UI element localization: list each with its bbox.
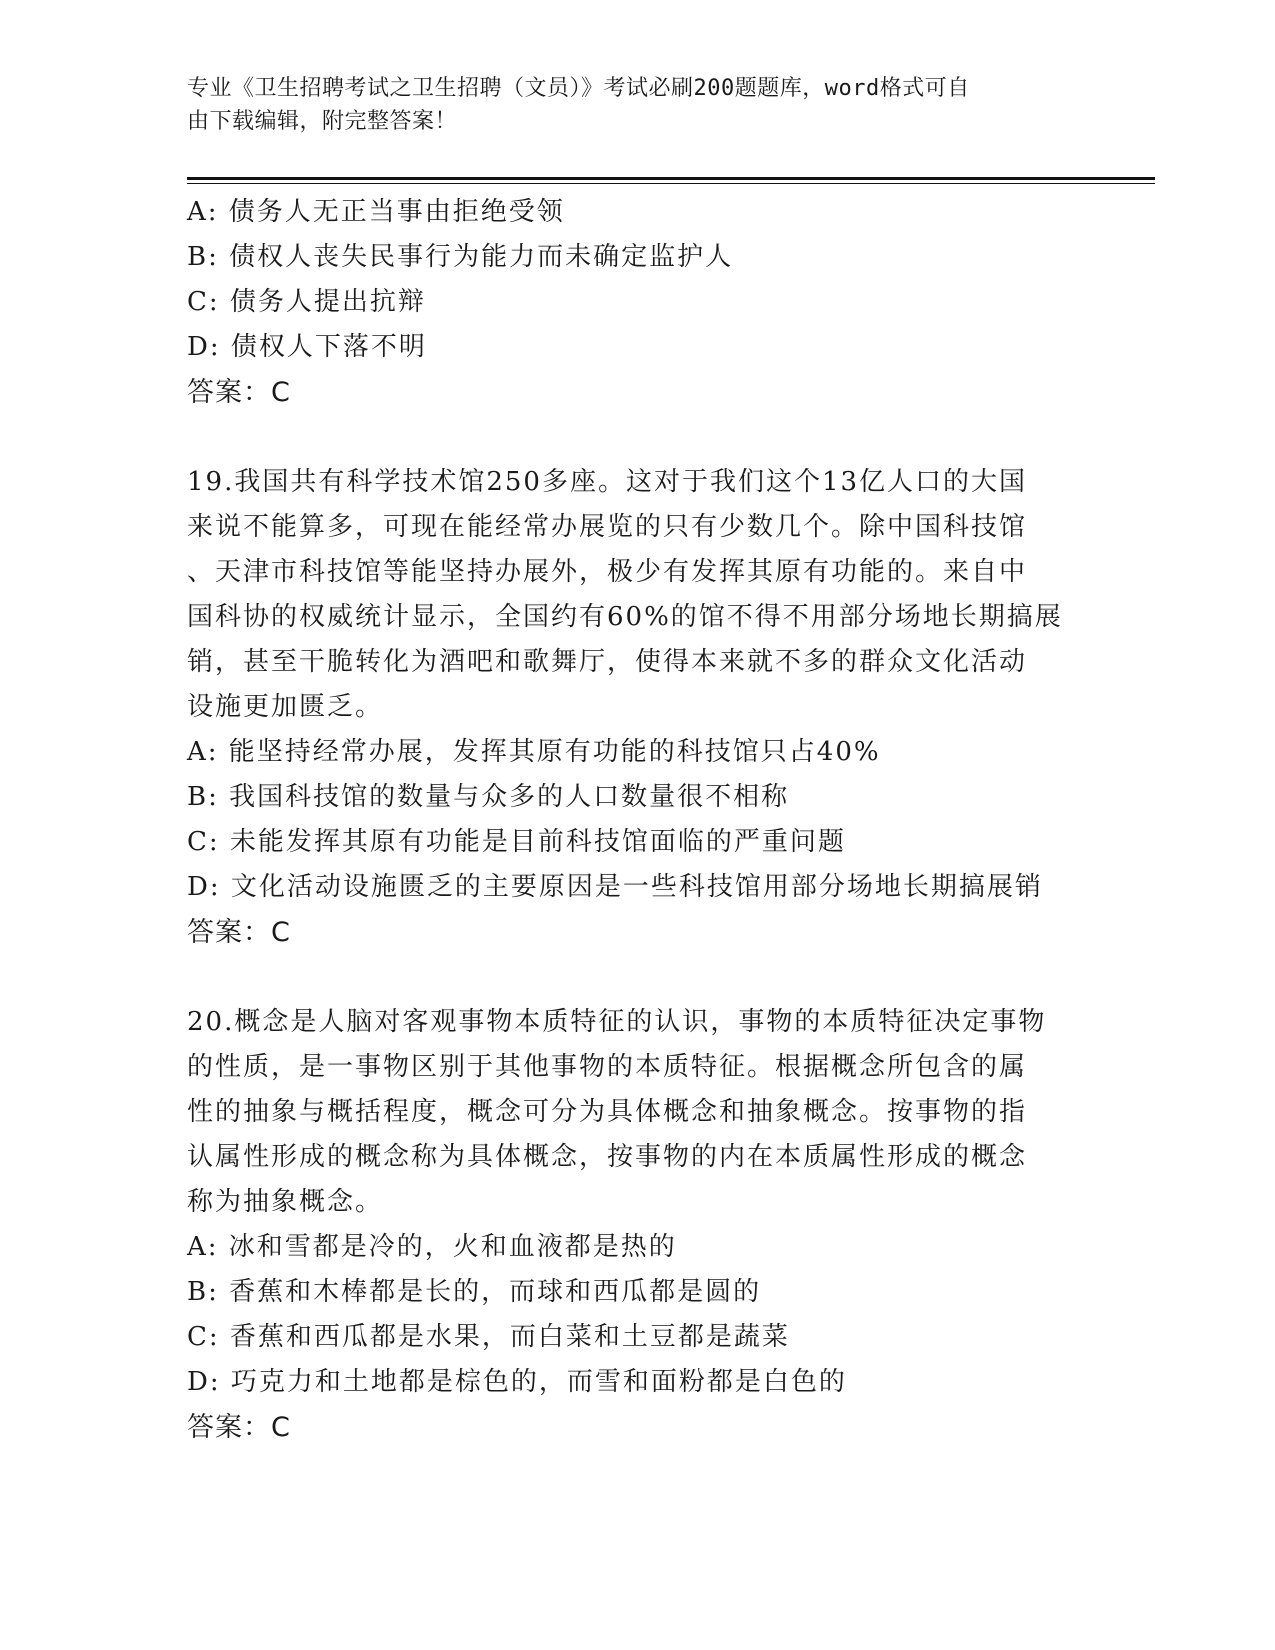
option-b: B: 债权人丧失民事行为能力而未确定监护人 [187,242,734,272]
question-text-line: 19.我国共有科学技术馆250多座。这对于我们这个13亿人口的大国 [187,467,1028,497]
header-title-line-1: 专业《卫生招聘考试之卫生招聘（文员）》考试必刷200题题库，word格式可自 [187,76,970,101]
question-text-line: 的性质，是一事物区别于其他事物的本质特征。根据概念所包含的属 [187,1052,1028,1082]
question-19-block [187,460,1087,955]
spacer [187,415,1087,460]
question-text-line: 销，甚至干脆转化为酒吧和歌舞厅，使得本来就不多的群众文化活动 [187,647,1028,677]
answer-line: 答案：C [187,1412,291,1443]
option-d: D: 文化活动设施匮乏的主要原因是一些科技馆用部分场地长期搞展销 [187,872,1043,902]
option-d: D: 债权人下落不明 [187,332,427,362]
option-a: A: 冰和雪都是冷的，火和血液都是热的 [187,1232,677,1262]
header-divider-thin [187,183,1155,184]
question-20-block [187,1000,1087,1450]
document-header [187,72,1067,138]
option-b: B: 香蕉和木棒都是长的，而球和西瓜都是圆的 [187,1277,762,1307]
header-title-line-2: 由下载编辑，附完整答案！ [187,109,458,134]
spacer [187,955,1087,1000]
question-text-line: 认属性形成的概念称为具体概念，按事物的内在本质属性形成的概念 [187,1142,1028,1172]
question-text-line: 设施更加匮乏。 [187,692,384,722]
option-b: B: 我国科技馆的数量与众多的人口数量很不相称 [187,782,790,812]
answer-line: 答案：C [187,917,291,948]
question-text-line: 性的抽象与概括程度，概念可分为具体概念和抽象概念。按事物的指 [187,1097,1028,1127]
question-text-line: 来说不能算多，可现在能经常办展览的只有少数几个。除中国科技馆 [187,512,1028,542]
option-c: C: 债务人提出抗辩 [187,287,426,317]
header-divider-thick [187,177,1155,180]
answer-line: 答案：C [187,377,291,408]
option-c: C: 未能发挥其原有功能是目前科技馆面临的严重问题 [187,827,846,857]
question-text-line: 称为抽象概念。 [187,1187,384,1217]
option-c: C: 香蕉和西瓜都是水果，而白菜和土豆都是蔬菜 [187,1322,790,1352]
document-body [187,190,1087,1450]
question-text-line: 20.概念是人脑对客观事物本质特征的认识，事物的本质特征决定事物 [187,1007,1047,1037]
option-a: A: 能坚持经常办展，发挥其原有功能的科技馆只占40% [187,737,881,767]
question-text-line: 、天津市科技馆等能坚持办展外，极少有发挥其原有功能的。来自中 [187,557,1028,587]
question-text-line: 国科协的权威统计显示，全国约有60%的馆不得不用部分场地长期搞展 [187,602,1063,632]
option-d: D: 巧克力和土地都是棕色的，而雪和面粉都是白色的 [187,1367,847,1397]
question-18-block [187,190,1087,415]
option-a: A: 债务人无正当事由拒绝受领 [187,197,565,227]
